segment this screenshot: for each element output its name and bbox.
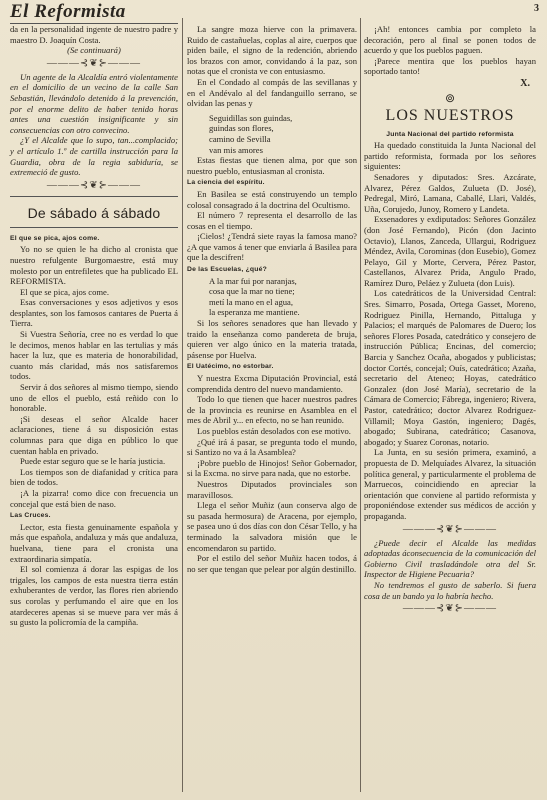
subheading: De las Escuelas, ¿qué? xyxy=(187,266,267,274)
paragraph: El que se pica, ajos come. xyxy=(20,286,110,297)
paragraph: Servir á dos señores al mismo tiempo, siendo uno de ellos el pueblo, está reñido con lo honorable. xyxy=(10,382,178,414)
column-left xyxy=(10,0,178,800)
paragraph: ¡Si deseas el señor Alcalde hacer aclaraciones, tiene á su disposición estas columnas para que diga en público lo que cuentan habla en privado. xyxy=(10,413,178,456)
paragraph: Por el estilo del señor Muñiz hacen todos, á no ser que tengan que pelear por algún destinillo. xyxy=(187,553,357,574)
paragraph: ¿Qué irá á pasar, se pregunta todo el mundo, si Santizo no va á la Asamblea? xyxy=(187,436,357,458)
subheading: Junta Nacional del partido reformista xyxy=(386,130,514,138)
paragraph: Los pueblos están desolados con ese motivo. xyxy=(197,425,351,436)
paragraph: La Junta, en su sesión primera, examinó, a propuesta de D. Melquíades Alvarez, la situación política general, y particularmente el problema de Marruecos, coincidiendo en apreciar la orientación que conviene al partido reformista y proponiéndose extender sus médicos de acción y propaganda. xyxy=(364,447,536,521)
subheading: Las Cruces. xyxy=(10,512,51,520)
paragraph: Llega el señor Muñiz (aun conserva algo de su pasada hermosura) de Aracena, por ejemplo, se pasea uno ú dos días con don César Tello, y ha terminado la salvadora misión que le encomendaron su partido. xyxy=(187,500,357,553)
verse-line: metí la mano en el agua, xyxy=(209,296,293,307)
paragraph: En Basilea se está construyendo un templo colosal consagrado á la doctrina del Ocultismo. xyxy=(187,188,357,210)
paragraph: da en la personalidad ingente de nuestro padre y maestro D. Joaquín Costa. xyxy=(10,24,178,45)
paragraph: Si los señores senadores que han llevado y traido la enseñanza como pandereta de bruja, quieren ver algo único en la materia tratada, pásense por Huelva. xyxy=(187,318,357,360)
paragraph: Un agente de la Alcaldía entró violentamente en el domicilio de un vecino de la calle San Sebastián, llevándolo detenido á la prevención, por el enorme delito de haber tenido horas antes una cuestión insignificante y sin consecuencias con otro convecino. xyxy=(10,71,178,135)
verse-line: camino de Sevilla xyxy=(209,133,271,144)
paragraph: Lector, esta fiesta genuinamente española y más que española, andaluza y más que andaluza, huelvana, tiene para el cronista una extraordinaria simpatía. xyxy=(10,521,178,564)
section-title: De sábado á sábado xyxy=(27,204,161,221)
paragraph: ¿Puede decir el Alcalde las medidas adoptadas áconsecuencia de la comunicación del Gobierno Civil trasladándole otra del Sr. Inspector de Higiene Pecuaria? xyxy=(364,537,536,580)
paragraph: Los catedráticos de la Universidad Central: Sres. Simarro, Posada, Ortega Gasset, Moreno, Rodriguez Pinilla, Hernando, Pittaluga y Palacios; el marqués de Palomares de Duero; los señores Flores Posada, catedrático y consejero de instrucción Pública; Encinas, del comercio; Barcia y Sanchez Ocaña, abogados y publicistas; doctor Cortés, concejal; Ouís, catedrático; Azaña, secretario del Ateneo; Hoyas, catedrático Gonzalez (don José María), secretario de la Cámara de Comercio; Fábrega, ingeniero; Rivera, Pastor, catedrático; doctor Alvarez Rodriguez-Villamil; Moya Gastón, ingeniero; Dagés, abogado; Subirana, catedrático; Casanova, abogado; y Suarez Coronas, notario. xyxy=(364,288,536,447)
paragraph: ¡Pobre pueblo de Hinojos! Señor Gobernador, si la Excma. no sirve para nada, que no estorbe. xyxy=(187,457,357,479)
continuation-note: (Se continuará) xyxy=(67,45,121,56)
column-right xyxy=(364,0,536,800)
paragraph: ¡Parece mentira que los pueblos hayan soportado tanto! xyxy=(364,55,536,77)
divider-ornament: ———⊰❦⊱——— xyxy=(402,523,498,535)
paragraph: Senadores y diputados: Sres. Azcárate, Alvarez, Pérez Galdos, Zulueta (D. José), Pedregal, Miró, Lamana, Caballé, Llari, Valdés, Uña, Corujedo, Junoy, Romero y Landeta. xyxy=(364,171,536,214)
column-rule xyxy=(182,18,183,792)
paragraph: La sangre moza hierve con la primavera. Ruido de castañuelas, coplas al aire, cuerpos que piden baile, el signo de la redención, abriendo los brazos con amor, convidando á la paz, son notas que el cronista ve con entusiasmo. xyxy=(187,24,357,77)
paragraph: ¡Ah! entonces cambia por completo la decoración, pero al final se ponen todos de acuerdo y que los pueblos paguen. xyxy=(364,24,536,56)
paragraph: Y nuestra Excma Diputación Provincial, está comprendida dentro del nuevo mandamiento. xyxy=(187,373,357,394)
paragraph: No tendremos el gusto de saberlo. Si fuera cosa de un bando ya lo habría hecho. xyxy=(364,579,536,601)
section-title: LOS NUESTROS xyxy=(385,106,515,124)
subheading: El que se pica, ajos come. xyxy=(10,234,100,242)
column-middle xyxy=(187,0,357,800)
paragraph: Puede estar seguro que se le haría justicia. xyxy=(20,456,166,467)
subheading: La ciencia del espíritu. xyxy=(187,179,265,187)
section-heading-box xyxy=(10,196,178,228)
paragraph: El número 7 representa el desarrollo de las cosas en el tiempo. xyxy=(187,210,357,231)
paragraph: El sol comienza á dorar las espigas de los trigales, los campos de esta nuestra tierra están exhuberantes de verdor, las flores rien abriendo sus corolas y perfumando el aire que en los atardeceres apenas si se mueve para ver más á su gusto la policromía de la campiña. xyxy=(10,564,178,628)
paragraph: Nuestros Diputados provinciales son maravillosos. xyxy=(187,478,357,500)
verse-line: cosa que la mar no tiene; xyxy=(209,286,295,297)
verse-line: la esperanza me mantiene. xyxy=(209,307,300,318)
verse-line: van mis amores xyxy=(209,144,263,155)
subheading: El Uatécimo, no estorbar. xyxy=(187,363,274,371)
verse-line: A la mar fui por naranjas, xyxy=(209,275,297,286)
divider-ornament: ———⊰❦⊱——— xyxy=(46,57,142,69)
paragraph: Si Vuestra Señoría, cree no es verdad lo que le decimos, menos hablar en las tertulias y más hacer la luz, que es materia de honorabilidad, cuanto más claridad, más nos satisfaremos todos. xyxy=(10,329,178,382)
paragraph: Los tiempos son de diafanidad y crítica para bien de todos. xyxy=(10,466,178,488)
divider-ornament: ———⊰❦⊱——— xyxy=(46,179,142,191)
paragraph: Esas conversaciones y esos adjetivos y esos desplantes, son los famosos cantares de Puerta á Tierra. xyxy=(10,297,178,329)
circle-ornament-icon: ⊚ xyxy=(444,90,456,105)
masthead-logo: El Reformista xyxy=(10,2,178,24)
paragraph: En el Condado al compás de las sevillanas y en el Andévalo al del fandanguillo serrano, se olvidan las penas y xyxy=(187,76,357,109)
verse-line: guindas son flores, xyxy=(209,123,274,134)
paragraph: Estas fiestas que tienen alma, por que son nuestro pueblo, entusiasman al cronista. xyxy=(187,155,357,176)
column-rule xyxy=(360,18,361,792)
paragraph: Todo lo que tienen que hacer nuestros padres de la provincia es reunirse en Asamblea en el mes de Abril y... en efecto, no se han reunido. xyxy=(187,394,357,426)
paragraph: Yo no se quien le ha dicho al cronista que nuestro refulgente Burgomaestre, está muy molesto por un entrefiletes que ha publicado EL REFORMISTA. xyxy=(10,244,178,287)
divider-ornament: ———⊰❦⊱——— xyxy=(402,603,498,615)
signature: X. xyxy=(520,77,530,89)
paragraph: ¿Y el Alcalde que lo supo, tan...complacido; y el artículo 1.º de cartilla instrucción para la Guardia, obra de la regia sabiduría, se extremeció de gusto. xyxy=(10,135,178,178)
paragraph: Ha quedado constituida la Junta Nacional del partido reformista, formada por los señores siguientes: xyxy=(364,140,536,172)
paragraph: Exsenadores y exdiputados: Señores González (don José Fernando), Picón (don Jacinto Octavio), Llanos, Zanceda, Ullargui, Rodriguez Méndez, Avila, Corominas (don Eusebio), Gomez Pelayo, Gil y Morte, Cervera, Pérez Pastor, Castellanos, Alvarez Prida, Angulo Prado, Ramírez Duro, Peláez y Zulueta (don Luis). xyxy=(364,214,536,288)
page-number: 3 xyxy=(534,3,539,14)
paragraph: ¡Cielos! ¿Tendrá siete rayas la famosa mano? ¿A que vamos á tener que enviarla á Basilea para que la descifren! xyxy=(187,231,357,263)
verse-line: Seguidillas son guindas, xyxy=(209,112,293,123)
paragraph: ¡A la pizarra! como dice con frecuencia un concejal que está bien de naso. xyxy=(10,487,178,509)
